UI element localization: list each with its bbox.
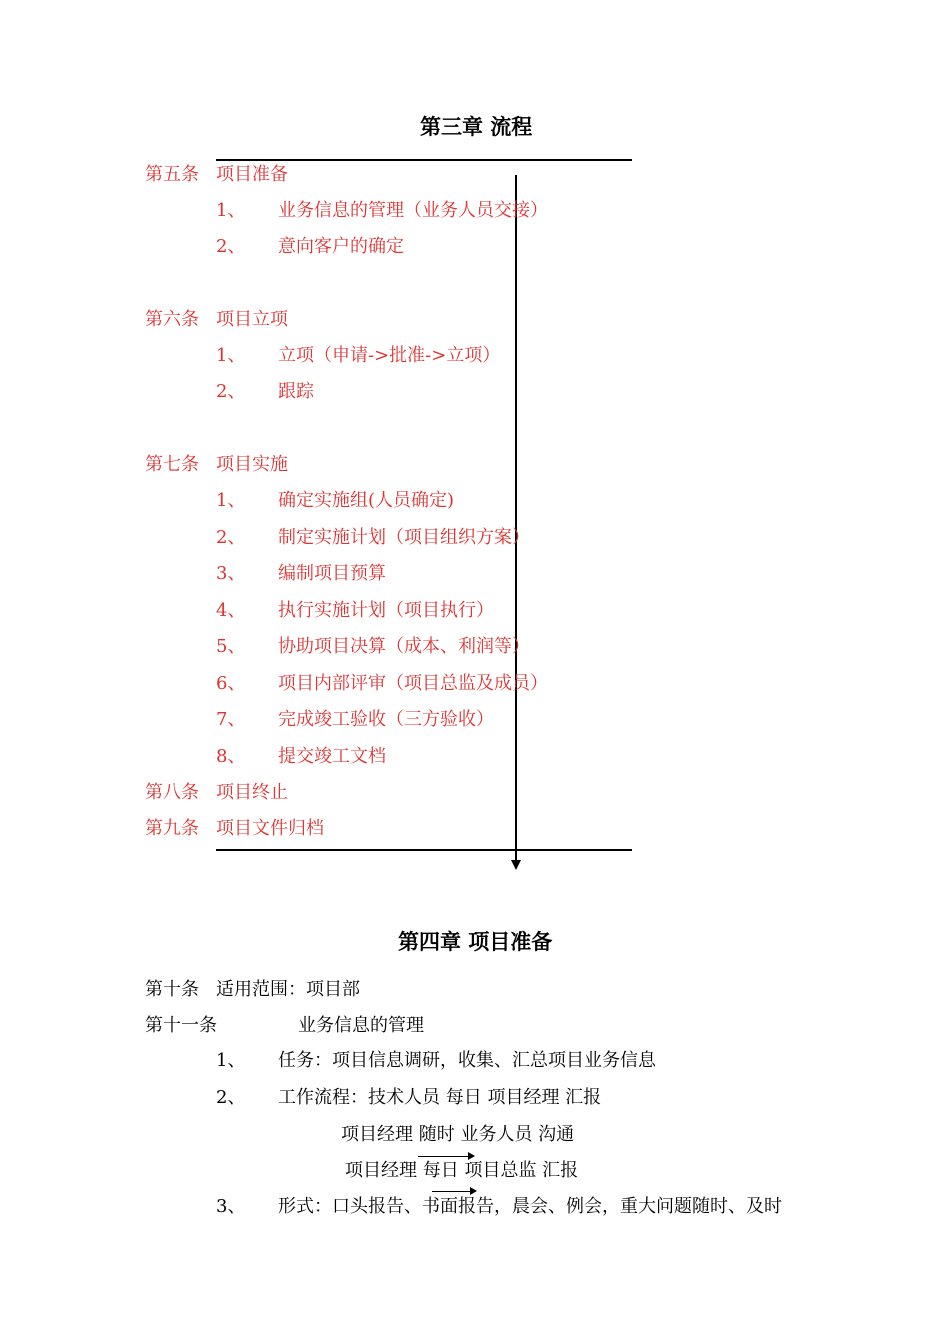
art7-item-8-text: 提交竣工文档 — [278, 746, 386, 767]
art10-label: 第十条 — [145, 979, 199, 1000]
flow-line-1: 项目经理 随时 业务人员 沟通 — [341, 1124, 575, 1145]
art6-label: 第六条 — [145, 309, 199, 330]
flow-top-rule — [216, 159, 632, 161]
art7-item-2-text: 制定实施计划（项目组织方案） — [278, 527, 530, 548]
art7-item-5-text: 协助项目决算（成本、利润等） — [278, 636, 530, 657]
flow-arrow-2-icon — [470, 1187, 477, 1195]
art10-text: 适用范围：项目部 — [216, 979, 360, 1000]
art11-item-1-num: 1、 — [216, 1050, 246, 1071]
chapter3-title: 第三章 流程 — [420, 114, 533, 139]
art7-item-7-text: 完成竣工验收（三方验收） — [278, 709, 494, 730]
art7-item-2-num: 2、 — [216, 527, 246, 548]
flow-bottom-rule — [216, 849, 632, 851]
art7-item-3-num: 3、 — [216, 563, 246, 584]
art7-item-8-num: 8、 — [216, 746, 246, 767]
art5-item-1-num: 1、 — [216, 200, 246, 221]
art7-item-5-num: 5、 — [216, 636, 246, 657]
flow-arrow-down-icon — [511, 860, 521, 870]
art9-label: 第九条 — [145, 818, 199, 839]
art5-item-2-num: 2、 — [216, 236, 246, 257]
art7-item-7-num: 7、 — [216, 709, 246, 730]
art5-item-1-text: 业务信息的管理（业务人员交接） — [278, 200, 548, 221]
art11-item-1-text: 任务：项目信息调研，收集、汇总项目业务信息 — [278, 1050, 656, 1071]
flow-line-2: 项目经理 每日 项目总监 汇报 — [345, 1160, 579, 1181]
art7-item-4-num: 4、 — [216, 600, 246, 621]
art11-item-2-text: 工作流程：技术人员 每日 项目经理 汇报 — [278, 1087, 602, 1108]
art8-title: 项目终止 — [216, 782, 288, 803]
art5-label: 第五条 — [145, 164, 199, 185]
art6-item-1-num: 1、 — [216, 345, 246, 366]
art11-label: 第十一条 — [145, 1015, 217, 1036]
art7-item-3-text: 编制项目预算 — [278, 563, 386, 584]
art6-item-1-text: 立项（申请->批准->立项） — [278, 345, 501, 366]
art11-item-3-text: 形式：口头报告、书面报告，晨会、例会，重大问题随时、及时 — [278, 1196, 782, 1217]
art11-title: 业务信息的管理 — [298, 1015, 424, 1036]
art6-item-2-num: 2、 — [216, 381, 246, 402]
art6-title: 项目立项 — [216, 309, 288, 330]
art7-title: 项目实施 — [216, 454, 288, 475]
art7-item-6-num: 6、 — [216, 673, 246, 694]
flow-arrow-shaft — [515, 175, 517, 860]
art7-item-6-text: 项目内部评审（项目总监及成员） — [278, 673, 548, 694]
flow-arrow-2-shaft — [432, 1191, 470, 1192]
art6-item-2-text: 跟踪 — [278, 381, 314, 402]
art5-title: 项目准备 — [216, 164, 288, 185]
art7-item-1-num: 1、 — [216, 490, 246, 511]
flow-arrow-1-shaft — [418, 1156, 468, 1157]
art11-item-2-num: 2、 — [216, 1087, 246, 1108]
art5-item-2-text: 意向客户的确定 — [278, 236, 404, 257]
art11-item-3-num: 3、 — [216, 1196, 246, 1217]
art7-item-1-text: 确定实施组(人员确定) — [278, 490, 455, 511]
art7-label: 第七条 — [145, 454, 199, 475]
art7-item-4-text: 执行实施计划（项目执行） — [278, 600, 494, 621]
art9-title: 项目文件归档 — [216, 818, 324, 839]
flow-arrow-1-icon — [468, 1152, 475, 1160]
chapter4-title: 第四章 项目准备 — [398, 929, 553, 954]
art8-label: 第八条 — [145, 782, 199, 803]
